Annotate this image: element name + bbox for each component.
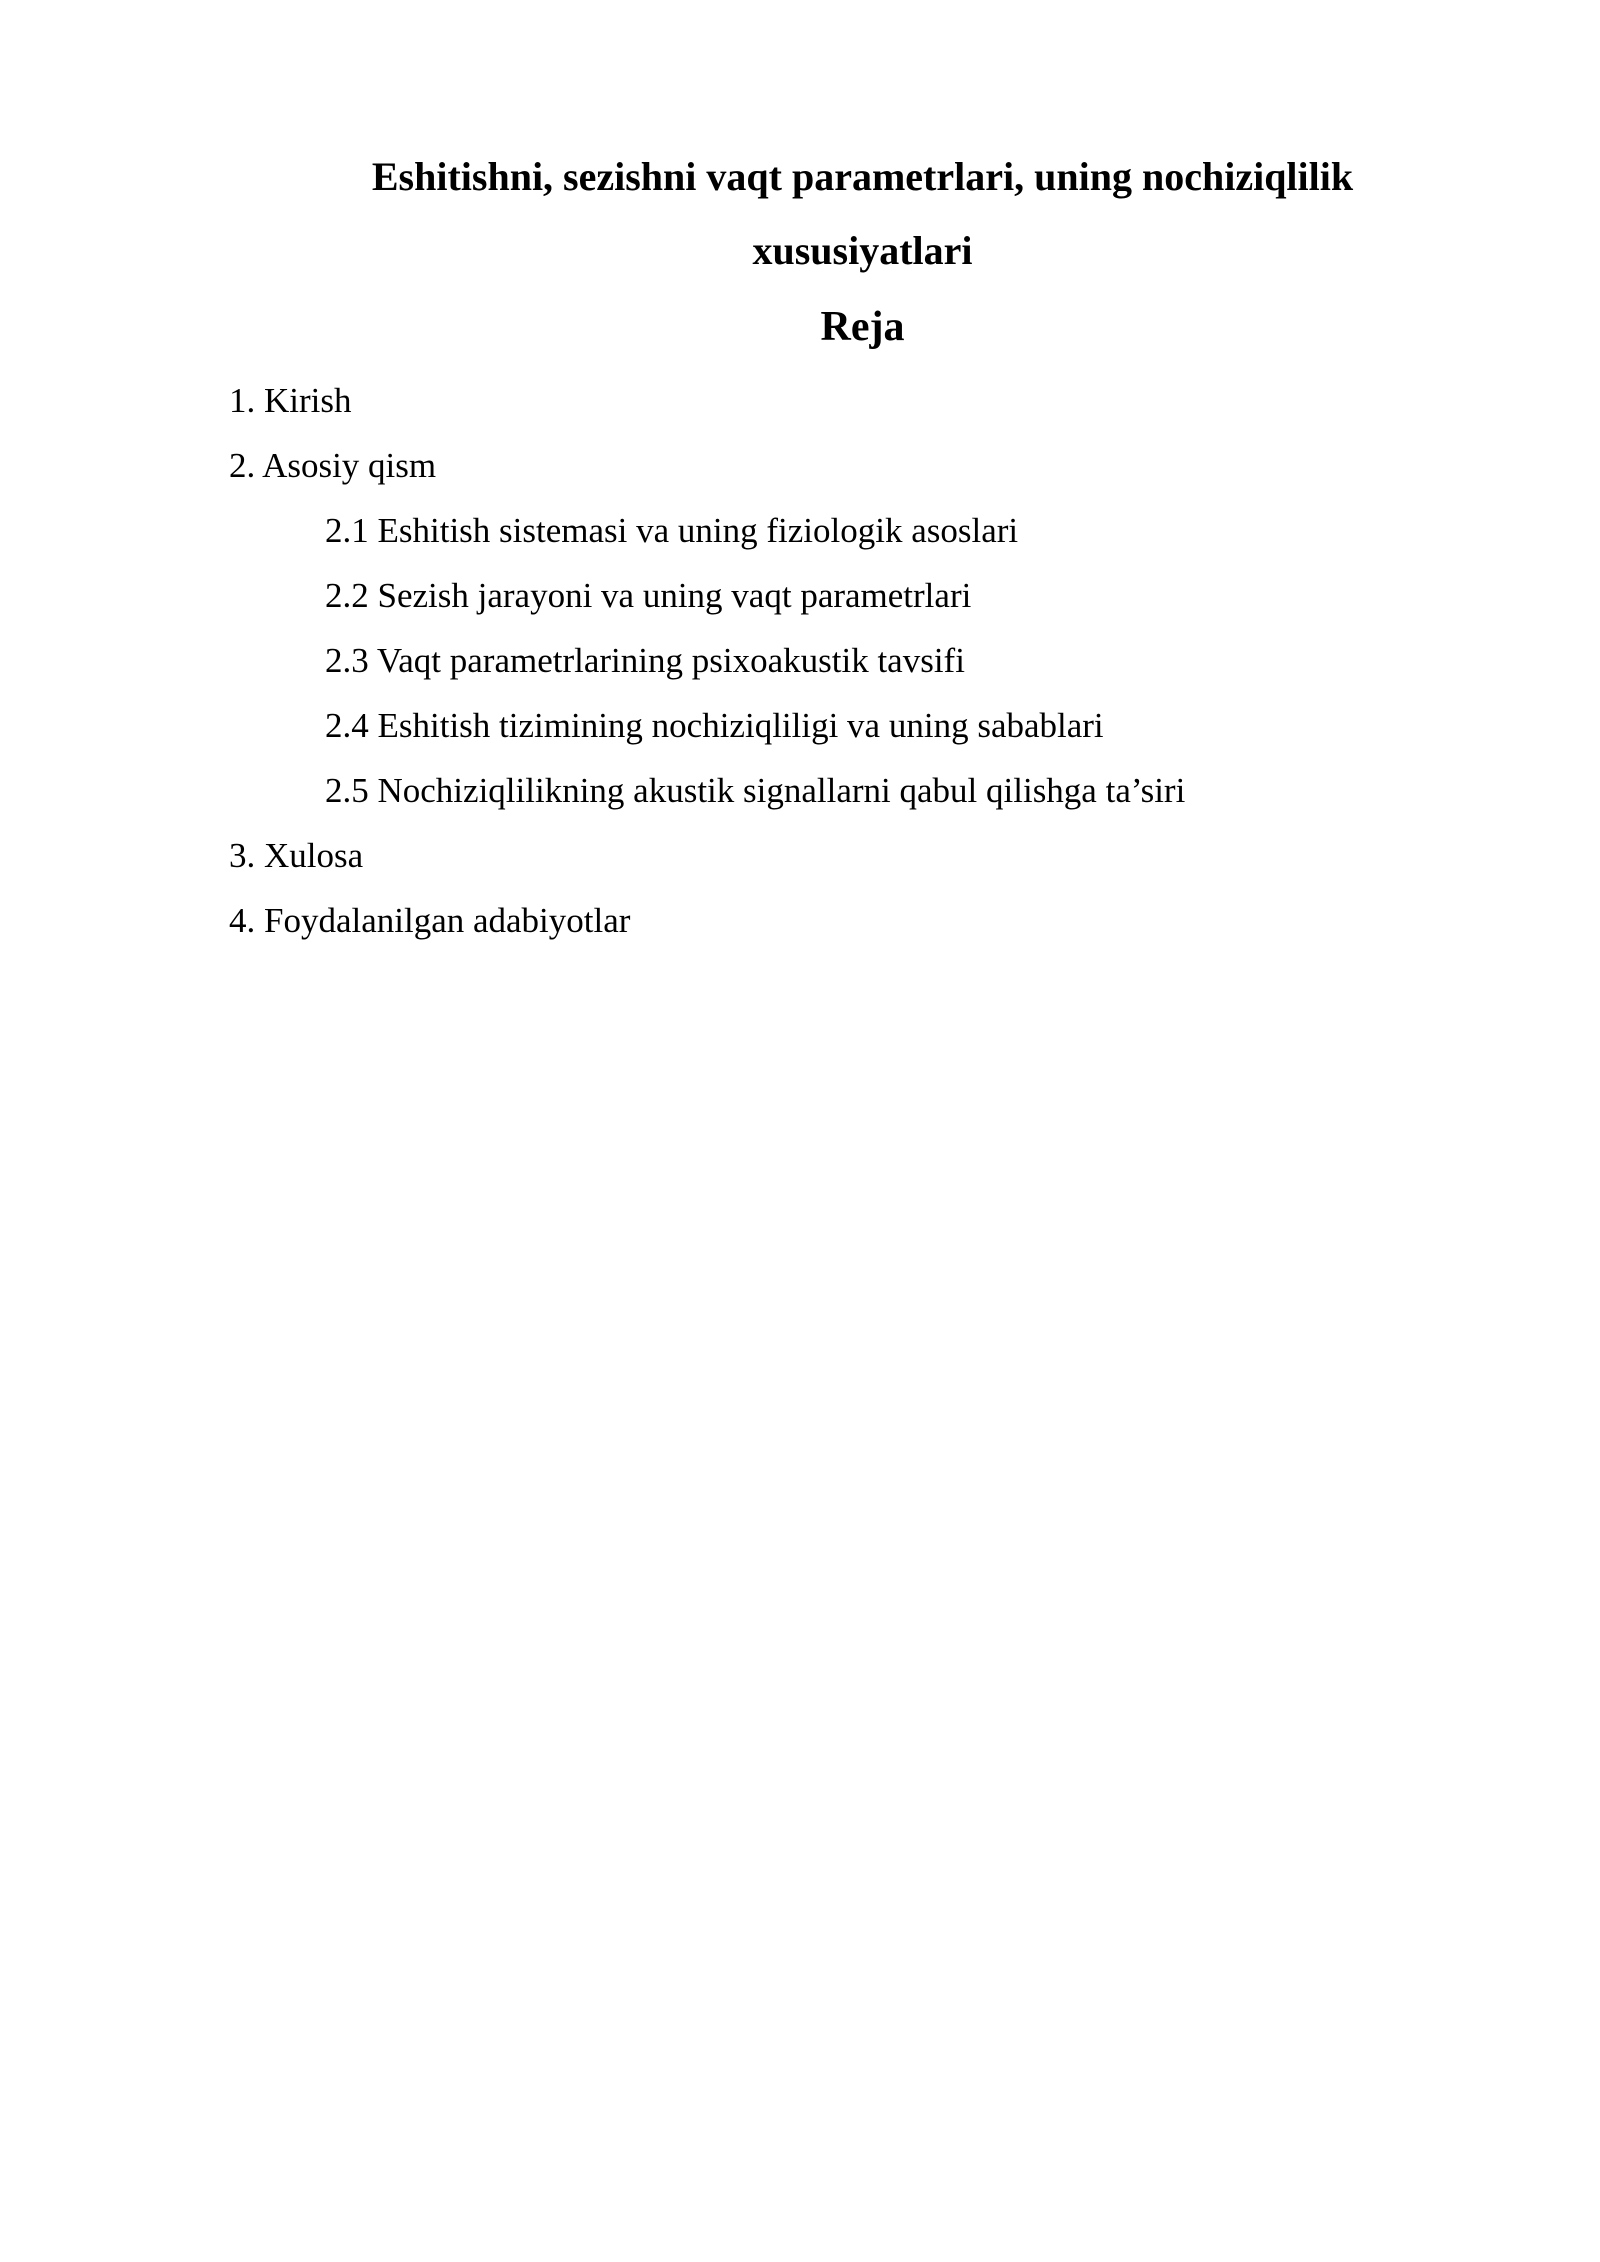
toc-item-adabiyotlar: 4. Foydalanilgan adabiyotlar — [229, 901, 631, 940]
toc-item-asosiy-qism: 2. Asosiy qism — [229, 446, 437, 485]
plan-heading: Reja — [820, 304, 905, 350]
toc-subitem-2-1: 2.1 Eshitish sistemasi va uning fiziologik asoslari — [325, 511, 1019, 550]
document-title — [230, 140, 1495, 288]
toc-subitem-2-2: 2.2 Sezish jarayoni va uning vaqt parametrlari — [325, 576, 972, 615]
toc-subitem-2-3: 2.3 Vaqt parametrlarining psixoakustik tavsifi — [325, 641, 965, 680]
title-line-2: xususiyatlari — [752, 228, 973, 273]
toc-subitem-2-5: 2.5 Nochiziqlilikning akustik signallarni qabul qilishga ta’siri — [325, 771, 1186, 810]
table-of-contents — [0, 368, 1600, 953]
toc-item-xulosa: 3. Xulosa — [229, 836, 364, 875]
title-line-1: Eshitishni, sezishni vaqt parametrlari, uning nochiziqlilik — [371, 154, 1354, 199]
toc-subitem-2-4: 2.4 Eshitish tizimining nochiziqliligi va uning sabablari — [325, 706, 1104, 745]
toc-item-kirish: 1. Kirish — [229, 381, 352, 420]
